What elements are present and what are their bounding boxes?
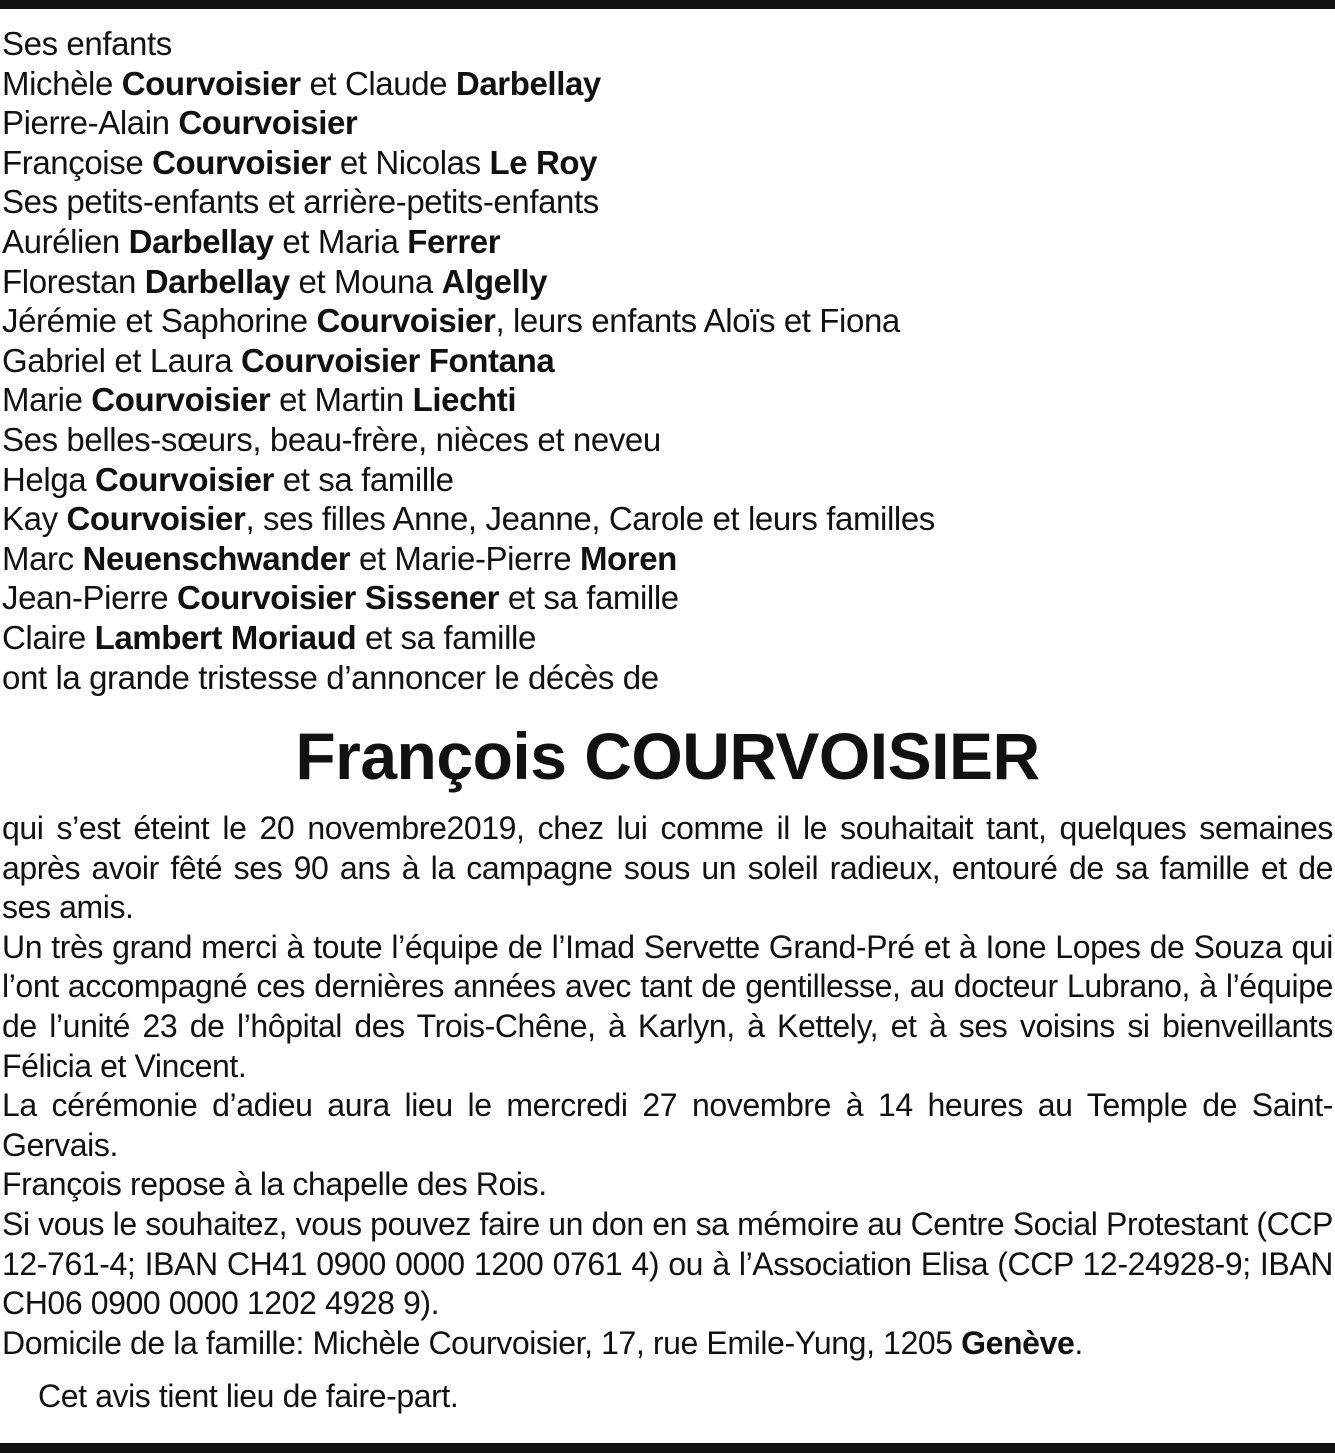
text-segment: Un très grand merci à toute l’équipe de l’Imad Servette Grand-Pré et à Ione Lopes de Souza qui l’ont accompagné ces dernières années avec tant de gentillesse, au docteur Lubrano, à l’équipe de l’unité 23 de l’hôpital des Trois-Chêne, à Karlyn, à Kettely, et à ses voisins si bienveillants Félicia et Vincent. xyxy=(2,928,1333,1084)
name-bold: Le Roy xyxy=(489,143,598,181)
text-segment: Gabriel et Laura xyxy=(2,341,242,379)
name-bold: Courvoisier xyxy=(316,302,496,340)
text-segment: Marie xyxy=(2,381,92,419)
family-line xyxy=(2,539,1332,579)
name-bold: Liechti xyxy=(412,381,517,419)
text-segment: Domicile de la famille: Michèle Courvoisier, 17, rue Emile-Yung, 1205 xyxy=(2,1324,962,1361)
name-bold: Darbellay xyxy=(455,64,601,102)
name-bold: Courvoisier xyxy=(66,500,246,538)
deceased-name: François COURVOISIER xyxy=(295,719,1040,793)
text-segment: Kay xyxy=(2,500,67,538)
text-segment: et Nicolas xyxy=(331,143,490,181)
text-segment: et Marie-Pierre xyxy=(350,539,580,577)
family-line xyxy=(2,182,1332,222)
text-segment: Ses belles-sœurs, beau-frère, nièces et neveu xyxy=(2,420,661,458)
bottom-rule xyxy=(0,1443,1335,1453)
text-segment: Ses petits-enfants et arrière-petits-enfants xyxy=(2,183,599,221)
text-segment: Helga xyxy=(2,460,95,498)
top-rule xyxy=(0,0,1335,9)
text-segment: ont la grande tristesse d’annoncer le décès de xyxy=(2,658,659,696)
name-bold: Courvoisier Fontana xyxy=(241,341,555,379)
name-bold: Courvoisier xyxy=(121,64,301,102)
text-segment: Aurélien xyxy=(2,222,129,260)
family-line xyxy=(2,420,1332,460)
paragraph xyxy=(2,1086,1333,1165)
family-line xyxy=(2,64,1332,104)
name-bold: Courvoisier xyxy=(178,104,358,142)
family-line xyxy=(2,143,1332,183)
text-segment: et sa famille xyxy=(274,460,454,498)
family-line xyxy=(2,499,1332,539)
text-segment: et sa famille xyxy=(499,579,679,617)
text-segment: , leurs enfants Aloïs et Fiona xyxy=(495,302,900,340)
paragraph xyxy=(2,1165,1333,1205)
text-segment: Jérémie et Saphorine xyxy=(2,302,317,340)
name-bold: Moren xyxy=(579,539,677,577)
name-bold: Darbellay xyxy=(144,262,290,300)
text-segment: Jean-Pierre xyxy=(2,579,177,617)
text-segment: Florestan xyxy=(2,262,145,300)
family-line xyxy=(2,262,1332,302)
text-segment: . xyxy=(1074,1324,1083,1361)
name-bold: Courvoisier Sissener xyxy=(176,579,500,617)
family-line xyxy=(2,222,1332,262)
text-segment: Michèle xyxy=(2,64,122,102)
family-line xyxy=(2,578,1332,618)
text-segment: et Claude xyxy=(300,64,456,102)
text-segment: François repose à la chapelle des Rois. xyxy=(2,1166,547,1203)
paragraph xyxy=(2,928,1333,1086)
text-segment: et Maria xyxy=(273,222,408,260)
text-segment: et Mouna xyxy=(289,262,442,300)
text-segment: et sa famille xyxy=(356,618,536,656)
name-bold: Courvoisier xyxy=(91,381,271,419)
name-bold: Neuenschwander xyxy=(82,539,351,577)
name-bold: Algelly xyxy=(441,262,548,300)
text-segment: Ses enfants xyxy=(2,25,172,62)
name-bold: Courvoisier xyxy=(95,460,274,498)
paragraph xyxy=(2,809,1333,928)
family-line xyxy=(2,658,1332,698)
family-line xyxy=(2,380,1332,420)
text-segment: et Martin xyxy=(270,381,413,419)
name-bold: Lambert Moriaud xyxy=(94,618,357,656)
family-line xyxy=(2,301,1332,341)
name-bold: Courvoisier xyxy=(152,143,332,181)
closing-note: Cet avis tient lieu de faire-part. xyxy=(38,1378,459,1414)
paragraph xyxy=(2,1205,1333,1324)
name-bold: Genève xyxy=(961,1324,1075,1361)
text-segment: qui s’est éteint le 20 novembre2019, chez lui comme il le souhaitait tant, quelques semaines après avoir fêté ses 90 ans à la campagne sous un soleil radieux, entouré de sa famille et de ses amis. xyxy=(2,810,1333,926)
family-line xyxy=(2,460,1332,500)
text-segment: Françoise xyxy=(2,143,153,181)
text-segment: Marc xyxy=(2,539,83,577)
family-line xyxy=(2,618,1332,658)
family-list xyxy=(2,24,1332,697)
paragraph xyxy=(2,1324,1333,1364)
announcement-body xyxy=(2,809,1333,1363)
text-segment: Pierre-Alain xyxy=(2,104,179,142)
text-segment: , ses filles Anne, Jeanne, Carole et leurs familles xyxy=(245,500,935,538)
family-line xyxy=(2,24,1332,64)
text-segment: La cérémonie d’adieu aura lieu le mercredi 27 novembre à 14 heures au Temple de Saint-Gervais. xyxy=(2,1087,1333,1163)
name-bold: Ferrer xyxy=(407,222,501,260)
family-line xyxy=(2,341,1332,381)
text-segment: Si vous le souhaitez, vous pouvez faire un don en sa mémoire au Centre Social Protestant (CCP 12-761-4; IBAN CH41 0900 0000 1200 0761 4) ou à l’Association Elisa (CCP 12-24928-9; IBAN CH06 0900 0000 1202 4928 9). xyxy=(2,1205,1333,1322)
text-segment: Claire xyxy=(2,618,95,656)
name-bold: Darbellay xyxy=(128,222,274,260)
family-line xyxy=(2,103,1332,143)
